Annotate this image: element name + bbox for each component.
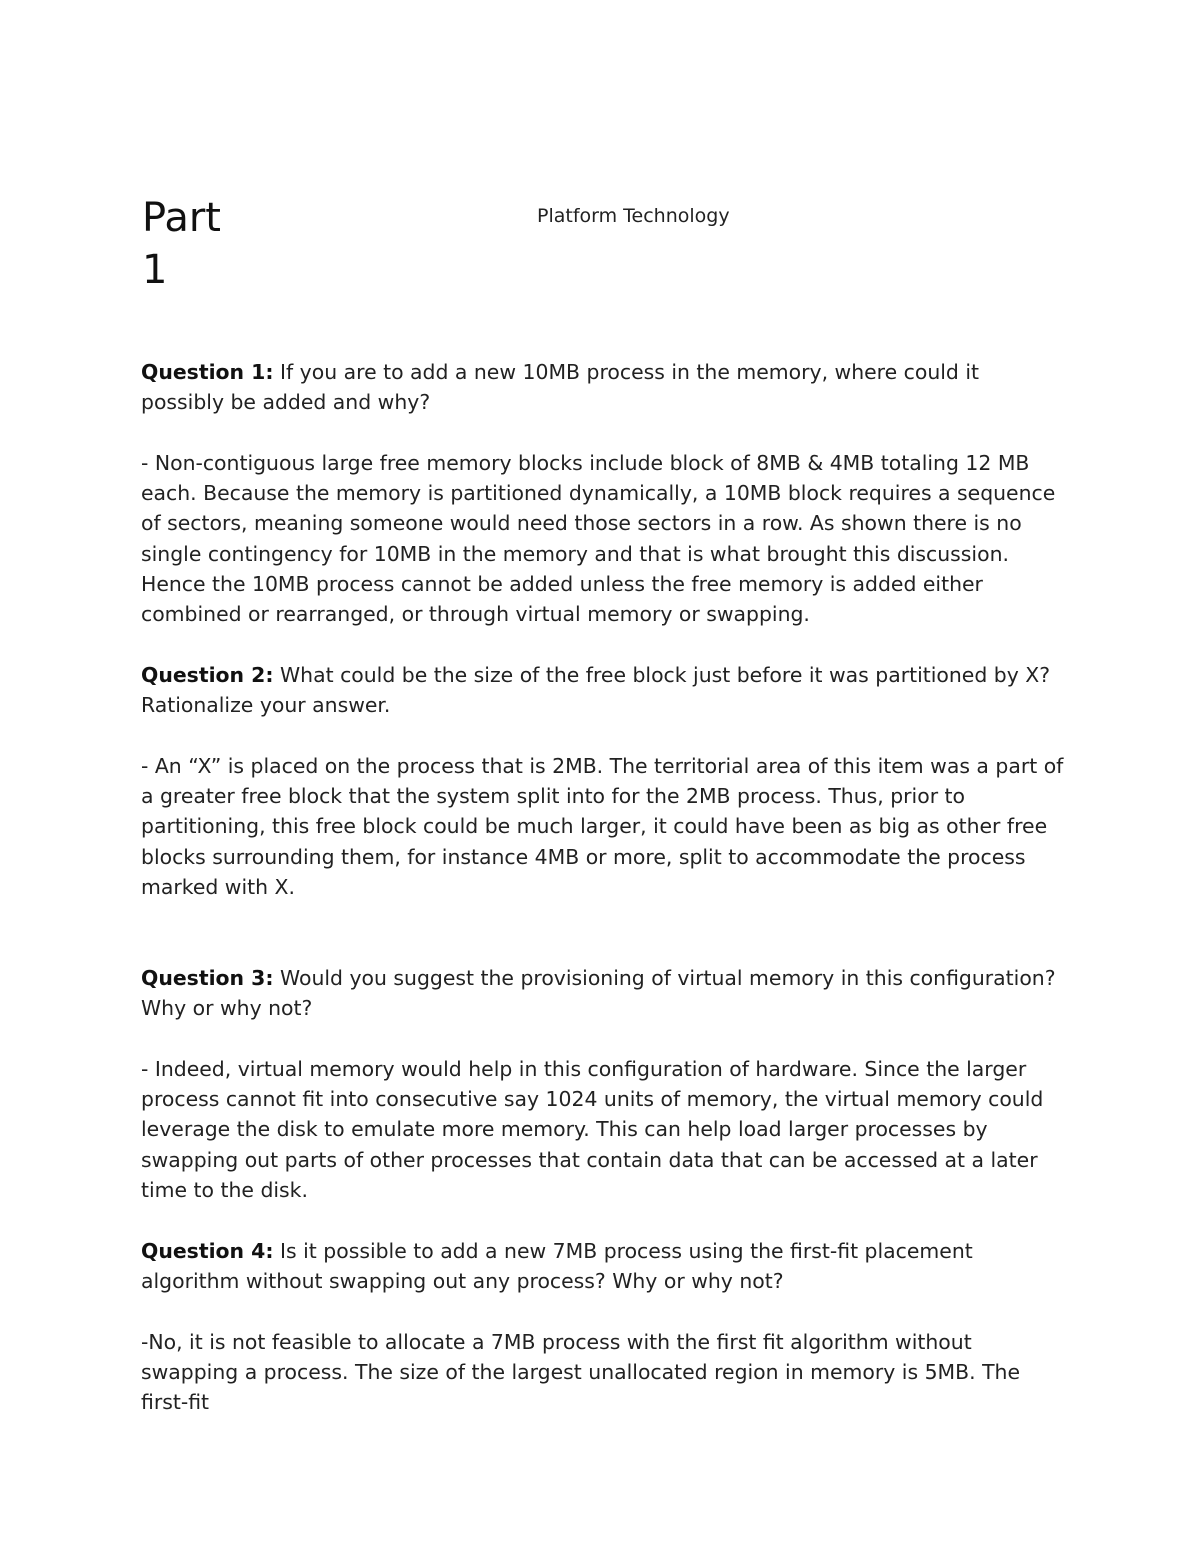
question-4-text: Is it possible to add a new 7MB process using the first-fit placement algorithm without swapping out any process? Why or why not? [141,1238,973,1293]
answer-1: - Non-contiguous large free memory blocks include block of 8MB & 4MB totaling 12 MB each. Because the memory is partitioned dynamically, a 10MB block requires a sequence of sectors, meaning someone would need those sectors in a row. As shown there is no single contingency for 10MB in the memory and that is what brought this discussion. Hence the 10MB process cannot be added unless the free memory is added either combined or rearranged, or through virtual memory or swapping. [141,450,1056,627]
part-title-line-2: 1 [142,247,168,293]
document-subject: Platform Technology [537,205,730,227]
question-2-label: Question 2: [141,662,274,687]
answer-2: - An “X” is placed on the process that is 2MB. The territorial area of this item was a part of a greater free block that the system split into for the 2MB process. Thus, prior to partitioning, this free block could be much larger, it could have been as big as other free blocks surrounding them, for instance 4MB or more, split to accommodate the process marked with X. [141,753,1064,900]
question-3-text: Would you suggest the provisioning of virtual memory in this configuration? Why or why not? [141,965,1056,1021]
question-4-label: Question 4: [141,1238,274,1263]
question-1-label: Question 1: [141,360,274,384]
question-3 [141,963,1066,1024]
question-1 [141,357,1066,418]
question-3-label: Question 3: [141,965,274,990]
part-title-line-1: Part [142,195,221,241]
answer-4: -No, it is not feasible to allocate a 7MB process with the first fit algorithm without swapping a process. The size of the largest unallocated region in memory is 5MB. The first-fit [141,1329,1021,1415]
question-2-text: What could be the size of the free block just before it was partitioned by X? Rationalize your answer. [141,662,1051,718]
part-title [142,192,272,296]
question-4 [141,1236,1066,1297]
question-1-text: If you are to add a new 10MB process in the memory, where could it possibly be added and why? [141,360,979,415]
answer-3: - Indeed, virtual memory would help in this configuration of hardware. Since the larger process cannot fit into consecutive say 1024 units of memory, the virtual memory could leverage the disk to emulate more memory. This can help load larger processes by swapping out parts of other processes that contain data that can be accessed at a later time to the disk. [141,1056,1044,1203]
question-2 [141,660,1066,721]
document-body [141,357,1066,1448]
